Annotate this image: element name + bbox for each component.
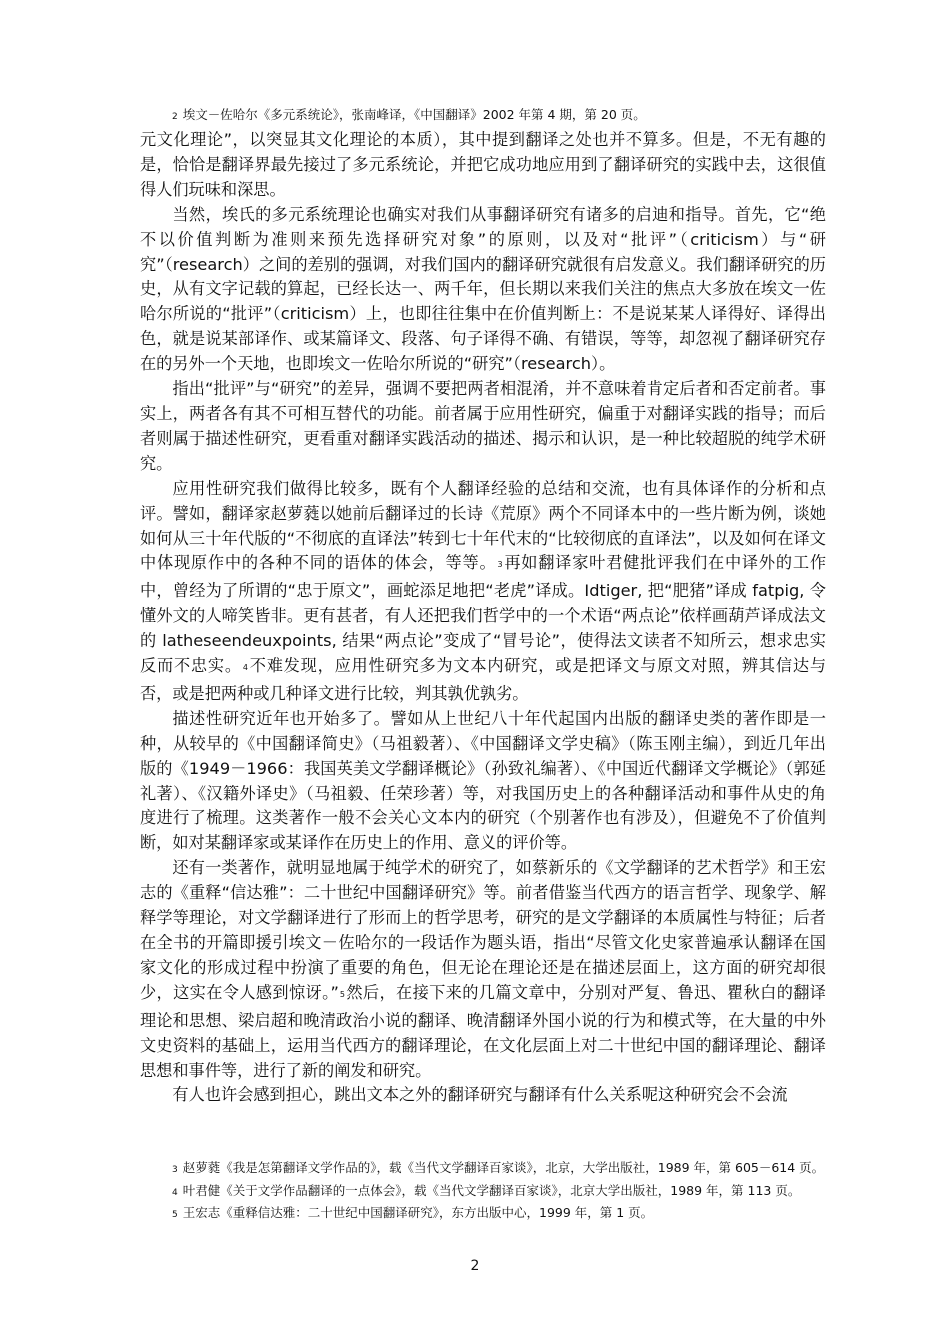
body-text	[140, 128, 826, 1108]
page-number: 2	[470, 1258, 480, 1274]
footnote	[140, 1158, 840, 1181]
footnotes-section	[140, 1158, 840, 1226]
paragraph-text: 然后，在接下来的几篇文章中，分别对严复、鲁迅、瞿秋白的翻译理论和思想、梁启超和晚清政治小说的翻译、晚清翻译外国小说的行为和模式等，在大量的中外文史资料的基础上，运用当代西方的翻译理论，在文化层面上对二十世纪中国的翻译理论、翻译思想和事件等，进行了新的阐发和研究。	[140, 982, 826, 1080]
footnote-ref: 3	[497, 560, 503, 570]
paragraph	[140, 1083, 826, 1108]
footnote-number: 2	[172, 112, 178, 122]
footnote	[140, 1203, 840, 1226]
footnote-text: 叶君健《关于文学作品翻译的一点体会》，载《当代文学翻译百家谈》，北京大学出版社，1989 年，第 113 页。	[182, 1182, 801, 1198]
paragraph	[140, 856, 826, 1083]
footnote-number: 3	[172, 1165, 178, 1175]
top-footnote	[172, 107, 646, 125]
footnote-ref: 5	[339, 989, 345, 999]
paragraph	[140, 707, 826, 856]
footnote	[140, 1181, 840, 1204]
paragraph	[140, 203, 826, 377]
paragraph-text: 当然，埃氏的多元系统理论也确实对我们从事翻译研究有诸多的启迪和指导。首先，它“绝不以价值判断为准则来预先选择研究对象”的原则，以及对“批评”（criticism）与“研究”（research）之间的差别的强调，对我们国内的翻译研究就很有启发意义。我们翻译研究的历史，从有文字记载的算起，已经长达一、两千年，但长期以来我们关注的焦点大多放在埃文一佐哈尔所说的“批评”（criticism）上，也即往往集中在价值判断上：不是说某某人译得好、译得出色，就是说某部译作、或某篇译文、段落、句子译得不确、有错误，等等，却忽视了翻译研究存在的另外一个天地，也即埃文一佐哈尔所说的“研究”（research）。	[140, 204, 826, 374]
footnote-number: 4	[172, 1187, 178, 1198]
paragraph-text: 元文化理论”，以突显其文化理论的本质），其中提到翻译之处也并不算多。但是，不无有趣的是，恰恰是翻译界最先接过了多元系统论，并把它成功地应用到了翻译研究的实践中去，这很值得人们玩味和深思。	[140, 130, 826, 199]
footnote-text: 王宏志《重释信达雅：二十世纪中国翻译研究》，东方出版中心，1999 年，第 1 页。	[182, 1205, 654, 1220]
paragraph-text: 还有一类著作，就明显地属于纯学术的研究了，如蔡新乐的《文学翻译的艺术哲学》和王宏志的《重释“信达雅”：二十世纪中国翻译研究》等。前者借鉴当代西方的语言哲学、现象学、解释学等理论，对文学翻译进行了形而上的哲学思考，研究的是文学翻译的本质属性与特征；后者在全书的开篇即援引埃文－佐哈尔的一段话作为题头语，指出“尽管文化史家普遍承认翻译在国家文化的形成过程中扮演了重要的角色，但无论在理论还是在描述层面上，这方面的研究却很少，这实在令人感到惊讶。”	[140, 858, 826, 1002]
paragraph	[140, 128, 826, 203]
footnote-number: 5	[172, 1210, 178, 1220]
paragraph-text: 指出“批评”与“研究”的差异，强调不要把两者相混淆，并不意味着肯定后者和否定前者。事实上，两者各有其不可相互替代的功能。前者属于应用性研究，偏重于对翻译实践的指导；而后者则属于描述性研究，更看重对翻译实践活动的描述、揭示和认识，是一种比较超脱的纯学术研究。	[140, 379, 826, 473]
paragraph-text: 不难发现，应用性研究多为文本内研究，或是把译文与原文对照，辨其信达与否，或是把两种或几种译文进行比较，判其孰优孰劣。	[140, 656, 827, 703]
paragraph-text: 再如翻译家叶君健批评我们在中译外的工作中，曾经为了所谓的“忠于原文”，画蛇添足地把“老虎”译成。Idtiger, 把“肥猪”译成 fatpig, 令懂外文的人啼笑皆非。更有甚者，有人还把我们哲学中的一个术语“两点论”依样画葫芦译成法文的 latheseendeuxpoints, 结果“两点论”变成了“冒号论”，使得法文读者不知所云，想求忠实反而不忠实。	[140, 553, 827, 676]
paragraph	[140, 377, 826, 477]
paragraph-text: 描述性研究近年也开始多了。譬如从上世纪八十年代起国内出版的翻译史类的著作即是一种，从较早的《中国翻译简史》（马祖毅著）、《中国翻译文学史稿》（陈玉刚主编），到近几年出版的《1949－1966：我国英美文学翻译概论》（孙致礼编著）、《中国近代翻译文学概论》（郭延礼著）、《汉籍外译史》（马祖毅、任荣珍著）等，对我国历史上的各种翻译活动和事件从史的角度进行了梳理。这类著作一般不会关心文本内的研究（个别著作也有涉及），但避免不了价值判断，如对某翻译家或某译作在历史上的作用、意义的评价等。	[140, 708, 826, 853]
paragraph	[140, 477, 826, 707]
footnote-text: 埃文－佐哈尔《多元系统论》，张南峰译，《中国翻译》2002 年第 4 期，第 20 页。	[182, 107, 646, 122]
paragraph-text: 有人也许会感到担心，跳出文本之外的翻译研究与翻译有什么关系呢这种研究会不会流	[172, 1085, 788, 1105]
footnote-ref: 4	[242, 663, 248, 673]
footnote-text: 赵萝蕤《我是怎第翻译文学作品的》，载《当代文学翻译百家谈》，北京，大学出版社，1989 年，第 605－614 页。	[182, 1160, 825, 1175]
paragraph-text: 应用性研究我们做得比较多，既有个人翻译经验的总结和交流，也有具体译作的分析和点评。譬如，翻译家赵萝蕤以她前后翻译过的长诗《荒原》两个不同译本中的一些片断为例，谈她如何从三十年代版的“不彻底的直译法”转到七十年代末的“比较彻底的直译法”，以及如何在译文中体现原作中的各种不同的语体的体会，等等。	[140, 478, 826, 573]
